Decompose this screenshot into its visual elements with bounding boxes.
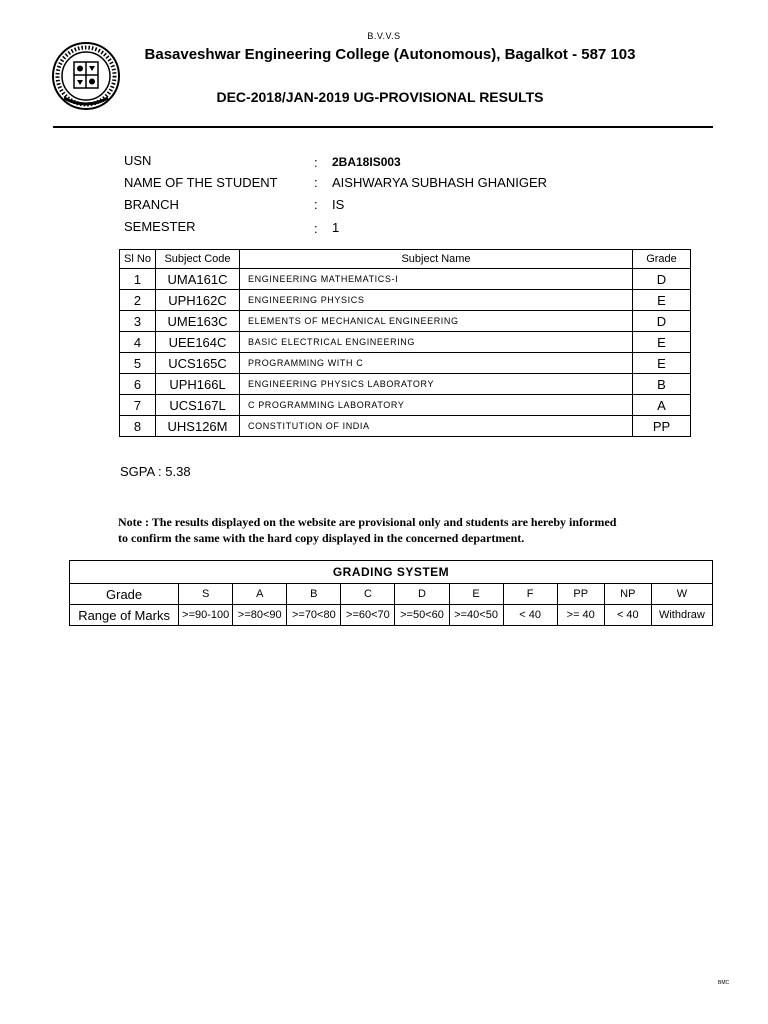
range-w: Withdraw xyxy=(651,605,712,626)
semester-label: SEMESTER xyxy=(124,219,196,234)
grade-cell: D xyxy=(633,311,691,332)
student-name-label: NAME OF THE STUDENT xyxy=(124,175,278,190)
table-row xyxy=(120,395,691,416)
table-row xyxy=(120,311,691,332)
note-line-2: to confirm the same with the hard copy displayed in the concerned department. xyxy=(118,531,525,545)
grading-range-row xyxy=(70,605,713,626)
grading-title-row xyxy=(70,561,713,584)
sgpa-value: SGPA : 5.38 xyxy=(120,464,191,479)
subjects-header-row xyxy=(120,250,691,269)
subject-name-cell: ENGINEERING PHYSICS xyxy=(240,290,633,311)
table-row xyxy=(120,332,691,353)
semester-value: 1 xyxy=(332,220,340,235)
table-row xyxy=(120,416,691,437)
subject-name-cell: C PROGRAMMING LABORATORY xyxy=(240,395,633,416)
subject-name-cell: ENGINEERING PHYSICS LABORATORY xyxy=(240,374,633,395)
range-e: >=40<50 xyxy=(449,605,503,626)
college-name: Basaveshwar Engineering College (Autonomous), Bagalkot - 587 103 xyxy=(144,46,636,63)
subject-code-cell: UCS167L xyxy=(156,395,240,416)
col-header-subject-name: Subject Name xyxy=(240,250,633,269)
col-header-subject-code: Subject Code xyxy=(156,250,240,269)
note-line-1: Note : The results displayed on the website are provisional only and students are hereby informed xyxy=(118,515,617,529)
sl-no-cell: 5 xyxy=(120,353,156,374)
branch-colon: : xyxy=(314,197,318,212)
subject-code-cell: UCS165C xyxy=(156,353,240,374)
results-title: DEC-2018/JAN-2019 UG-PROVISIONAL RESULTS xyxy=(216,89,544,105)
student-name-value: AISHWARYA SUBHASH GHANIGER xyxy=(332,175,548,190)
grade-f: F xyxy=(503,584,557,605)
table-row xyxy=(120,374,691,395)
grade-cell: E xyxy=(633,353,691,374)
grade-a: A xyxy=(233,584,287,605)
table-row xyxy=(120,269,691,290)
grade-w: W xyxy=(651,584,712,605)
grading-grade-row xyxy=(70,584,713,605)
subject-name-cell: PROGRAMMING WITH C xyxy=(240,353,633,374)
table-row xyxy=(120,290,691,311)
grade-e: E xyxy=(449,584,503,605)
subject-name-cell: ELEMENTS OF MECHANICAL ENGINEERING xyxy=(240,311,633,332)
subjects-table xyxy=(119,249,691,437)
sl-no-cell: 8 xyxy=(120,416,156,437)
range-c: >=60<70 xyxy=(341,605,395,626)
grading-title: GRADING SYSTEM xyxy=(70,561,713,584)
range-pp: >= 40 xyxy=(557,605,604,626)
grade-b: B xyxy=(287,584,341,605)
grade-c: C xyxy=(341,584,395,605)
grade-cell: B xyxy=(633,374,691,395)
grade-row-label: Grade xyxy=(70,584,179,605)
subject-code-cell: UHS126M xyxy=(156,416,240,437)
grade-cell: PP xyxy=(633,416,691,437)
grade-np: NP xyxy=(604,584,651,605)
subject-code-cell: UEE164C xyxy=(156,332,240,353)
subject-code-cell: UMA161C xyxy=(156,269,240,290)
grade-cell: E xyxy=(633,290,691,311)
sl-no-cell: 4 xyxy=(120,332,156,353)
range-s: >=90-100 xyxy=(179,605,233,626)
range-d: >=50<60 xyxy=(395,605,449,626)
range-a: >=80<90 xyxy=(233,605,287,626)
sl-no-cell: 6 xyxy=(120,374,156,395)
col-header-grade: Grade xyxy=(633,250,691,269)
range-np: < 40 xyxy=(604,605,651,626)
usn-label: USN xyxy=(124,153,152,168)
sl-no-cell: 1 xyxy=(120,269,156,290)
grade-cell: D xyxy=(633,269,691,290)
provisional-note xyxy=(118,514,718,546)
branch-value: IS xyxy=(332,197,345,212)
sl-no-cell: 3 xyxy=(120,311,156,332)
subject-name-cell: ENGINEERING MATHEMATICS-I xyxy=(240,269,633,290)
sl-no-cell: 2 xyxy=(120,290,156,311)
usn-colon: : xyxy=(314,155,318,170)
sl-no-cell: 7 xyxy=(120,395,156,416)
branch-label: BRANCH xyxy=(124,197,179,212)
student-name-colon: : xyxy=(314,175,318,190)
range-row-label: Range of Marks xyxy=(70,605,179,626)
subject-code-cell: UPH166L xyxy=(156,374,240,395)
range-f: < 40 xyxy=(503,605,557,626)
table-row xyxy=(120,353,691,374)
grade-cell: A xyxy=(633,395,691,416)
subject-name-cell: CONSTITUTION OF INDIA xyxy=(240,416,633,437)
subject-code-cell: UME163C xyxy=(156,311,240,332)
semester-colon: : xyxy=(314,221,318,236)
subject-code-cell: UPH162C xyxy=(156,290,240,311)
grade-d: D xyxy=(395,584,449,605)
college-logo-emblem xyxy=(50,40,122,112)
usn-value: 2BA18IS003 xyxy=(332,155,401,169)
grade-pp: PP xyxy=(557,584,604,605)
grade-cell: E xyxy=(633,332,691,353)
subject-name-cell: BASIC ELECTRICAL ENGINEERING xyxy=(240,332,633,353)
org-name: B.V.V.S xyxy=(367,31,401,41)
footer-mark: BMC xyxy=(718,980,730,986)
grade-s: S xyxy=(179,584,233,605)
header-divider xyxy=(53,126,713,128)
range-b: >=70<80 xyxy=(287,605,341,626)
grading-system-table xyxy=(69,560,713,626)
col-header-sl-no: Sl No xyxy=(120,250,156,269)
